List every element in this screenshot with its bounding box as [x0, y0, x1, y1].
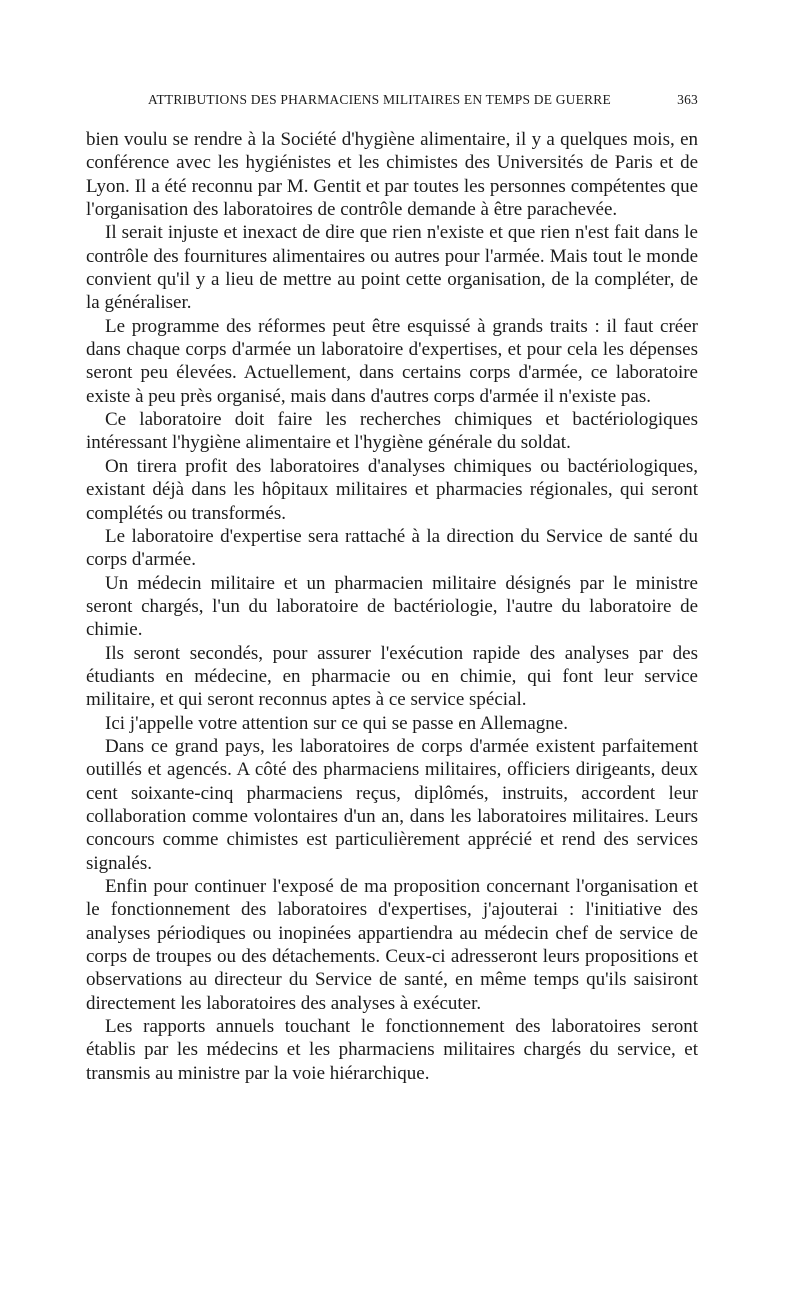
body-text — [86, 128, 698, 1085]
paragraph: Il serait injuste et inexact de dire que rien n'existe et que rien n'est fait dans le contrôle des fournitures alimentaires ou autres pour l'armée. Mais tout le monde convient qu'il y a lieu de mettre au point cette organisation, de la compléter, de la généraliser. — [86, 222, 698, 314]
paragraph: Enfin pour continuer l'exposé de ma proposition concernant l'organisation et le fonctionnement des laboratoires d'expertises, j'ajouterai : l'initiative des analyses périodiques ou inopinées appartiendra au médecin chef de service de corps de troupes ou des détachements. Ceux-ci adresseront leurs propositions et observations au directeur du Service de santé, en même temps qu'ils saisiront directement les laboratoires des analyses à exécuter. — [86, 876, 698, 1014]
paragraph-continuation: bien voulu se rendre à la Société d'hygiène alimentaire, il y a quelques mois, en conférence avec les hygiénistes et les chimistes des Universités de Paris et de Lyon. Il a été reconnu par M. Gentit et par toutes les personnes compétentes que l'organisation des laboratoires de contrôle demande à être parachevée. — [86, 129, 698, 221]
page-number: 363 — [677, 92, 698, 107]
running-title: ATTRIBUTIONS DES PHARMACIENS MILITAIRES EN TEMPS DE GUERRE — [148, 92, 611, 107]
paragraph: Ici j'appelle votre attention sur ce qui se passe en Allemagne. — [105, 712, 568, 734]
running-head — [148, 92, 698, 114]
paragraph: Ce laboratoire doit faire les recherches chimiques et bactériologiques intéressant l'hygiène alimentaire et l'hygiène générale du soldat. — [86, 409, 698, 454]
paragraph: On tirera profit des laboratoires d'analyses chimiques ou bactériologiques, existant déjà dans les hôpitaux militaires et pharmacies régionales, qui seront complétés ou transformés. — [86, 455, 698, 524]
paragraph: Les rapports annuels touchant le fonctionnement des laboratoires seront établis par les médecins et les pharmaciens militaires chargés du service, et transmis au ministre par la voie hiérarchique. — [86, 1016, 698, 1084]
paragraph: Le programme des réformes peut être esquissé à grands traits : il faut créer dans chaque corps d'armée un laboratoire d'expertises, et pour cela les dépenses seront peu élevées. Actuellement, dans certains corps d'armée, ce laboratoire existe à peu près organisé, mais dans d'autres corps d'armée il n'existe pas. — [86, 315, 698, 407]
paragraph: Un médecin militaire et un pharmacien militaire désignés par le ministre seront chargés, l'un du laboratoire de bactériologie, l'autre du laboratoire de chimie. — [86, 572, 698, 641]
paragraph: Dans ce grand pays, les laboratoires de corps d'armée existent parfaitement outillés et agencés. A côté des pharmaciens militaires, officiers dirigeants, deux cent soixante-cinq pharmaciens reçus, diplômés, instruits, accordent leur collaboration comme volontaires d'un an, dans les laboratoires militaires. Leurs concours comme chimistes est particulièrement apprécié et rend des services signalés. — [86, 735, 698, 874]
paragraph: Le laboratoire d'expertise sera rattaché à la direction du Service de santé du corps d'armée. — [86, 525, 698, 571]
paragraph: Ils seront secondés, pour assurer l'exécution rapide des analyses par des étudiants en médecine, en pharmacie ou en chimie, qui font leur service militaire, et qui seront reconnus aptes à ce service spécial. — [86, 642, 698, 711]
